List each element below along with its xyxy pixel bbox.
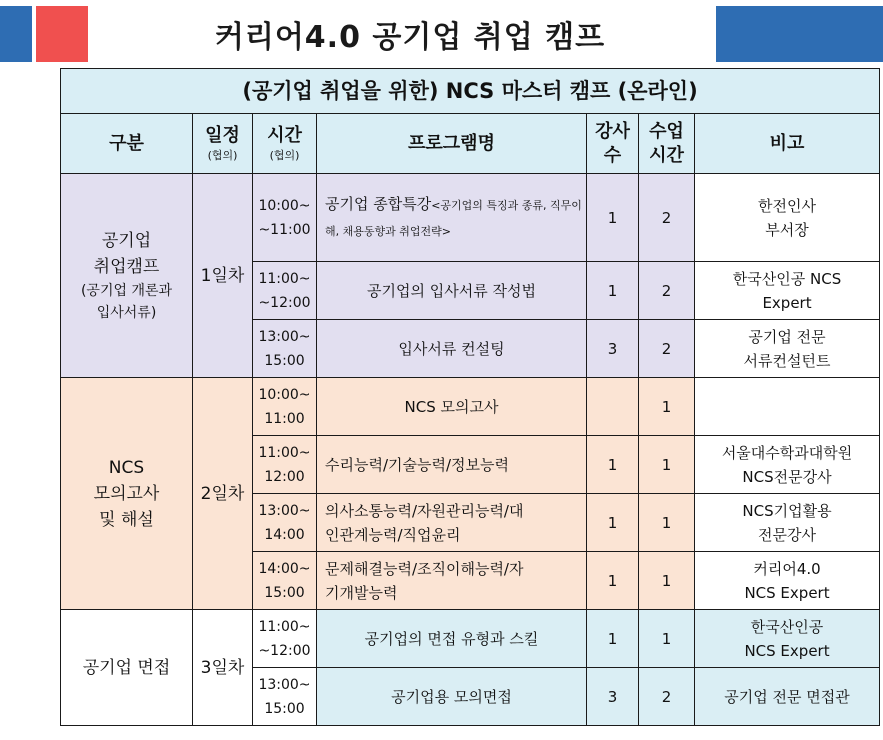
time-cell: 10:00~ ~11:00 [253,174,317,262]
day-label: 2일차 [193,378,253,610]
instructors-cell: 3 [587,668,639,726]
instructors-cell [587,378,639,436]
time-cell: 14:00~ 15:00 [253,552,317,610]
page-title: 커리어4.0 공기업 취업 캠프 [214,20,606,55]
section-label: 공기업 취업캠프 (공기업 개론과 입사서류) [61,174,193,378]
header-time: 시간 (협의) [253,114,317,174]
instructors-cell: 3 [587,320,639,378]
header-day: 일정 (협의) [193,114,253,174]
program-cell: 수리능력/기술능력/정보능력 [317,436,587,494]
table-row [61,610,880,668]
section-label: 공기업 면접 [61,610,193,726]
table-row [61,378,880,436]
instructors-cell: 1 [587,494,639,552]
remarks-cell: 한국산인공 NCS Expert [695,610,880,668]
hours-cell: 2 [639,174,695,262]
header-remarks: 비고 [695,114,880,174]
decorative-blue-bar-right [716,6,883,62]
decorative-blue-bar-left [0,6,32,62]
instructors-cell: 1 [587,262,639,320]
remarks-cell: 한국산인공 NCS Expert [695,262,880,320]
remarks-cell: 공기업 전문 면접관 [695,668,880,726]
remarks-cell: 공기업 전문 서류컨설턴트 [695,320,880,378]
program-cell: 문제해결능력/조직이해능력/자 기개발능력 [317,552,587,610]
hours-cell: 1 [639,494,695,552]
day-label: 3일차 [193,610,253,726]
header-program: 프로그램명 [317,114,587,174]
instructors-cell: 1 [587,552,639,610]
hours-cell: 2 [639,668,695,726]
section-label: NCS 모의고사 및 해설 [61,378,193,610]
program-cell: 공기업용 모의면접 [317,668,587,726]
time-cell: 10:00~ 11:00 [253,378,317,436]
time-cell: 11:00~ ~12:00 [253,610,317,668]
instructors-cell: 1 [587,610,639,668]
remarks-cell: NCS기업활용 전문강사 [695,494,880,552]
time-cell: 11:00~ 12:00 [253,436,317,494]
time-cell: 13:00~ 15:00 [253,668,317,726]
instructors-cell: 1 [587,436,639,494]
program-cell: 공기업의 면접 유형과 스킬 [317,610,587,668]
schedule-table [60,68,880,726]
program-cell: 공기업 종합특강<공기업의 특징과 종류, 직무이해, 채용동향과 취업전략> [317,174,587,262]
header-hours: 수업 시간 [639,114,695,174]
hours-cell: 1 [639,436,695,494]
instructors-cell: 1 [587,174,639,262]
remarks-cell [695,378,880,436]
time-cell: 13:00~ 14:00 [253,494,317,552]
remarks-cell: 커리어4.0 NCS Expert [695,552,880,610]
decorative-red-bar [36,6,88,62]
header-instructors: 강사 수 [587,114,639,174]
day-label: 1일차 [193,174,253,378]
time-cell: 13:00~ 15:00 [253,320,317,378]
program-cell: 입사서류 컨설팅 [317,320,587,378]
table-caption: (공기업 취업을 위한) NCS 마스터 캠프 (온라인) [61,69,880,114]
table-row [61,174,880,262]
hours-cell: 1 [639,378,695,436]
header-section: 구분 [61,114,193,174]
program-cell: 의사소통능력/자원관리능력/대 인관계능력/직업윤리 [317,494,587,552]
remarks-cell: 한전인사 부서장 [695,174,880,262]
time-cell: 11:00~ ~12:00 [253,262,317,320]
hours-cell: 2 [639,262,695,320]
hours-cell: 1 [639,552,695,610]
program-cell: NCS 모의고사 [317,378,587,436]
program-cell: 공기업의 입사서류 작성법 [317,262,587,320]
hours-cell: 2 [639,320,695,378]
hours-cell: 1 [639,610,695,668]
remarks-cell: 서울대수학과대학원 NCS전문강사 [695,436,880,494]
